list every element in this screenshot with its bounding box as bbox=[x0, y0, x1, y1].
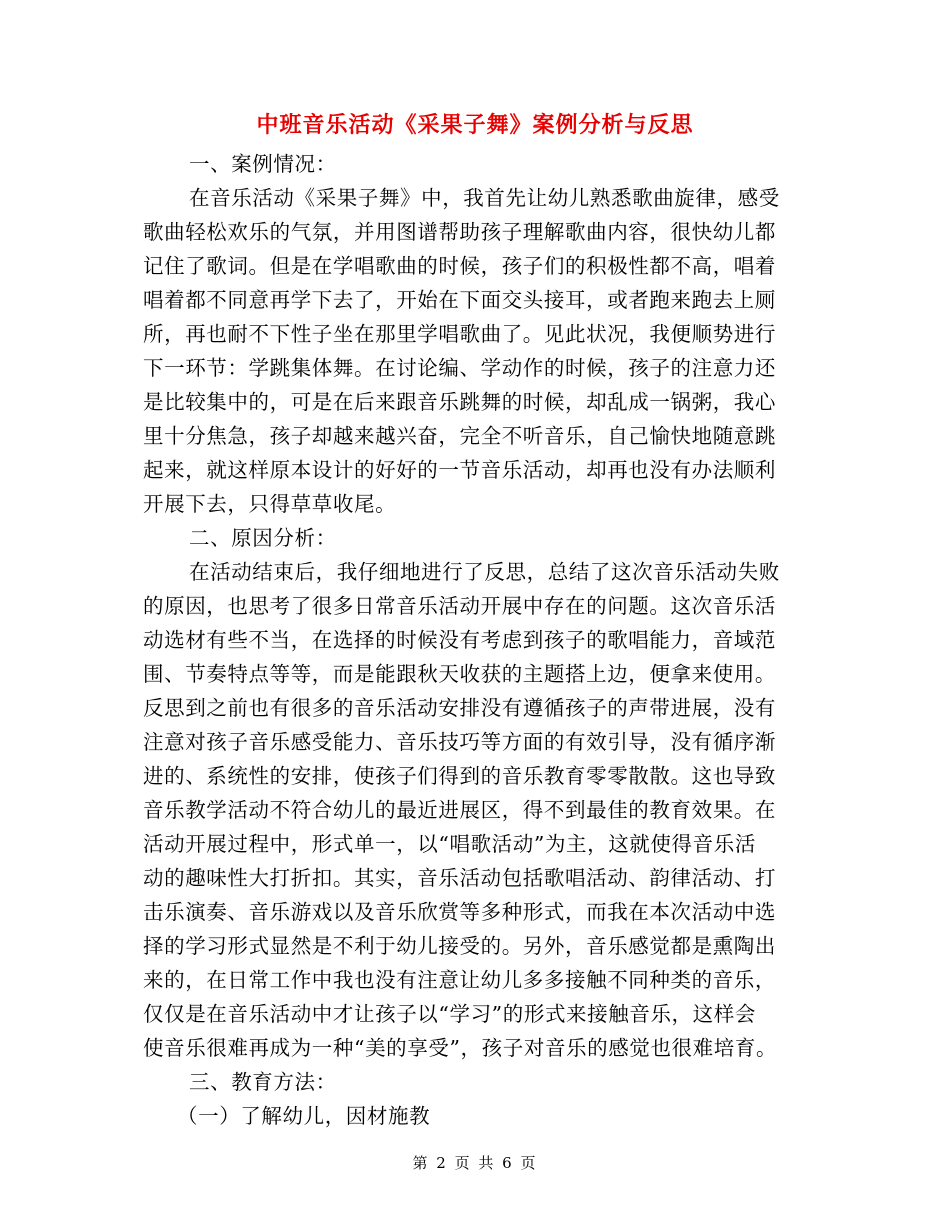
paragraph-line: 所，再也耐不下性子坐在那里学唱歌曲了。见此状况，我便顺势进行 bbox=[143, 322, 776, 346]
page-number: 第 2 页 共 6 页 bbox=[412, 1154, 538, 1172]
paragraph-line: 歌曲轻松欢乐的气氛，并用图谱帮助孩子理解歌曲内容，很快幼儿都 bbox=[143, 220, 776, 244]
paragraph-line: 记住了歌词。但是在学唱歌曲的时候，孩子们的积极性都不高，唱着 bbox=[143, 254, 776, 278]
paragraph-line: 击乐演奏、音乐游戏以及音乐欣赏等多种形式，而我在本次活动中选 bbox=[143, 900, 776, 924]
paragraph-line: 进的、系统性的安排，使孩子们得到的音乐教育零零散散。这也导致 bbox=[143, 764, 776, 788]
paragraph-line: 在音乐活动《采果子舞》中，我首先让幼儿熟悉歌曲旋律，感受 bbox=[189, 186, 780, 210]
paragraph-line: 下一环节：学跳集体舞。在讨论编、学动作的时候，孩子的注意力还 bbox=[143, 356, 776, 380]
paragraph-line: 里十分焦急，孩子却越来越兴奋，完全不听音乐，自己愉快地随意跳 bbox=[143, 424, 776, 448]
paragraph-line: 动选材有些不当，在选择的时候没有考虑到孩子的歌唱能力，音域范 bbox=[143, 628, 776, 652]
paragraph-line: 来的，在日常工作中我也没有注意让幼儿多多接触不同种类的音乐， bbox=[143, 968, 776, 992]
paragraph-line: 开展下去，只得草草收尾。 bbox=[143, 492, 397, 516]
paragraph-line: 起来，就这样原本设计的好好的一节音乐活动，却再也没有办法顺利 bbox=[143, 458, 776, 482]
paragraph-line: 仅仅是在音乐活动中才让孩子以“学习”的形式来接触音乐，这样会 bbox=[143, 1002, 756, 1026]
paragraph-line: 活动开展过程中，形式单一，以“唱歌活动”为主，这就使得音乐活 bbox=[143, 832, 756, 856]
paragraph-line: 围、节奏特点等等，而是能跟秋天收获的主题搭上边，便拿来使用。 bbox=[143, 662, 776, 686]
heading-education-methods: 三、教育方法： bbox=[189, 1070, 337, 1094]
subheading-understand-children: （一）了解幼儿，因材施教 bbox=[177, 1104, 431, 1128]
heading-case-situation: 一、案例情况： bbox=[189, 152, 337, 176]
paragraph-line: 在活动结束后，我仔细地进行了反思，总结了这次音乐活动失败 bbox=[189, 560, 780, 584]
paragraph-line: 注意对孩子音乐感受能力、音乐技巧等方面的有效引导，没有循序渐 bbox=[143, 730, 776, 754]
paragraph-line: 音乐教学活动不符合幼儿的最近进展区，得不到最佳的教育效果。在 bbox=[143, 798, 776, 822]
paragraph-line: 择的学习形式显然是不利于幼儿接受的。另外，音乐感觉都是熏陶出 bbox=[143, 934, 776, 958]
heading-cause-analysis: 二、原因分析： bbox=[189, 526, 337, 550]
paragraph-line: 使音乐很难再成为一种“美的享受”，孩子对音乐的感觉也很难培育。 bbox=[143, 1036, 778, 1060]
paragraph-line: 动的趣味性大打折扣。其实，音乐活动包括歌唱活动、韵律活动、打 bbox=[143, 866, 776, 890]
document-title: 中班音乐活动《采果子舞》案例分析与反思 bbox=[256, 112, 694, 138]
paragraph-line: 的原因，也思考了很多日常音乐活动开展中存在的问题。这次音乐活 bbox=[143, 594, 776, 618]
paragraph-line: 唱着都不同意再学下去了，开始在下面交头接耳，或者跑来跑去上厕 bbox=[143, 288, 776, 312]
paragraph-line: 反思到之前也有很多的音乐活动安排没有遵循孩子的声带进展，没有 bbox=[143, 696, 776, 720]
paragraph-line: 是比较集中的，可是在后来跟音乐跳舞的时候，却乱成一锅粥，我心 bbox=[143, 390, 776, 414]
